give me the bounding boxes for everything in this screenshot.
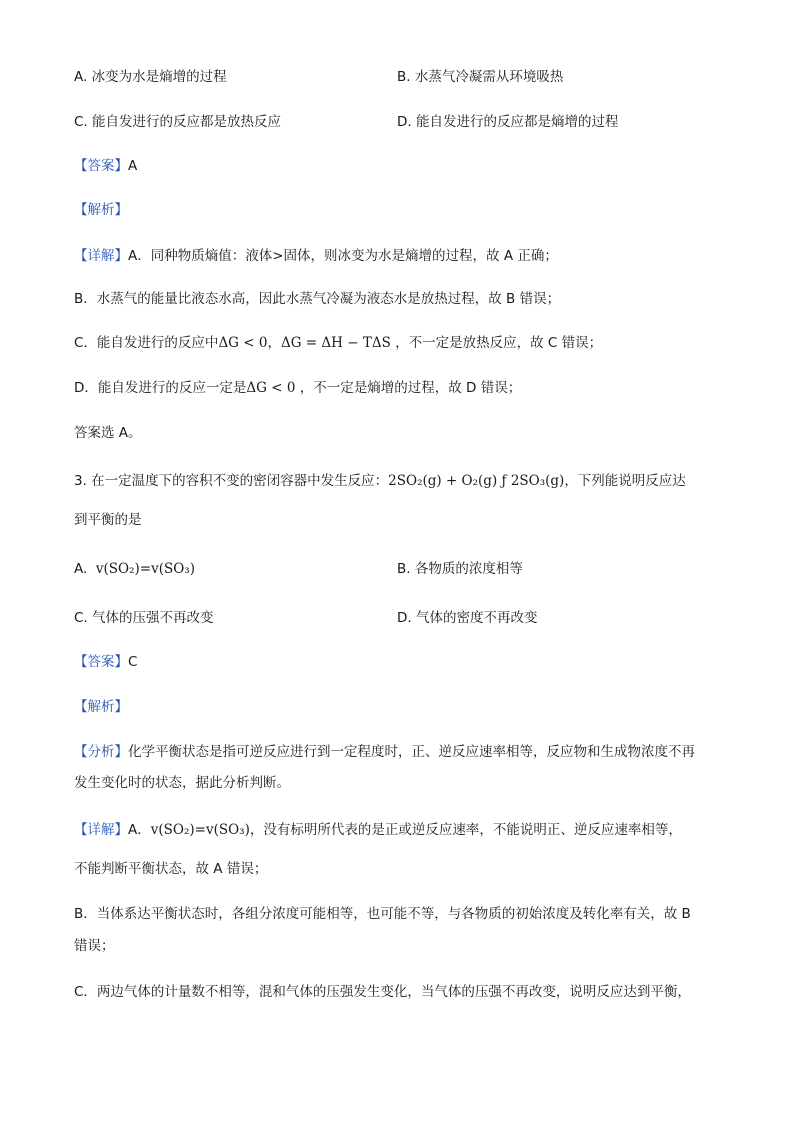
q3-option-b: B. 各物质的浓度相等 <box>397 561 523 577</box>
q3-option-a <box>74 559 195 579</box>
q3-option-c: C. 气体的压强不再改变 <box>74 610 214 626</box>
q2-detail-d <box>74 378 521 398</box>
q2-analysis-tag: 【解析】 <box>74 202 128 218</box>
option-label: A. <box>74 561 88 577</box>
q3-detail-b-line1: B．当体系达平衡状态时，各组分浓度可能相等，也可能不等，与各物质的初始浓度及转化率有关，故 B <box>74 906 691 922</box>
detail-c-suffix: ，不一定是放热反应，故 C 错误； <box>390 335 603 351</box>
detail-text: A．同种物质熵值：液体>固体，则冰变为水是熵增的过程，故 A 正确； <box>128 248 558 264</box>
q2-detail-b: B．水蒸气的能量比液态水高，因此水蒸气冷凝为液态水是放热过程，故 B 错误； <box>74 291 561 307</box>
q2-option-a: A. 冰变为水是熵增的过程 <box>74 69 227 85</box>
q2-detail-c <box>74 333 602 353</box>
detail-tag: 【详解】 <box>74 248 128 264</box>
detail-a-suffix: ，没有标明所代表的是正或逆反应速率，不能说明正、逆反应速率相等， <box>249 822 682 838</box>
answer-tag: 【答案】 <box>74 158 128 174</box>
q3-detail-c-line1: C．两边气体的计量数不相等，混和气体的压强发生变化，当气体的压强不再改变，说明反应达到平衡， <box>74 984 691 1000</box>
q3-stem-prefix: 3. 在一定温度下的容积不变的密闭容器中发生反应： <box>74 473 389 489</box>
q2-option-d: D. 能自发进行的反应都是熵增的过程 <box>397 114 619 130</box>
detail-d-prefix: D．能自发进行的反应一定是 <box>74 380 247 396</box>
formula-rate-equality: v(SO₂)=v(SO₃) <box>95 561 195 577</box>
detail-a-prefix: A． <box>128 822 151 838</box>
answer-tag: 【答案】 <box>74 654 128 670</box>
q2-conclusion: 答案选 A。 <box>74 425 142 441</box>
q3-detail-a <box>74 820 682 840</box>
equation-right: 2SO₃(g) <box>510 473 565 489</box>
detail-tag: 【详解】 <box>74 822 128 838</box>
q3-fenxi-line1 <box>74 742 695 762</box>
q3-detail-a-line2: 不能判断平衡状态，故 A 错误； <box>74 861 268 877</box>
detail-d-suffix: ，不一定是熵增的过程，故 D 错误； <box>295 380 522 396</box>
q3-analysis-tag: 【解析】 <box>74 699 128 715</box>
q2-detail-a <box>74 246 558 266</box>
formula-delta-g-negative: ΔG < 0 <box>246 380 296 396</box>
fenxi-text: 化学平衡状态是指可逆反应进行到一定程度时，正、逆反应速率相等，反应物和生成物浓度不再 <box>128 744 695 760</box>
answer-value: A <box>128 158 138 174</box>
formula-gibbs: ΔG = ΔH − TΔS <box>280 335 391 351</box>
fenxi-tag: 【分析】 <box>74 744 128 760</box>
separator: ， <box>267 335 281 351</box>
q3-answer <box>74 652 137 672</box>
q3-fenxi-line2: 发生变化时的状态，据此分析判断。 <box>74 775 290 791</box>
answer-value: C <box>128 654 138 670</box>
equation-left: 2SO₂(g) + O₂(g) <box>388 473 498 489</box>
equilibrium-arrow-icon: ƒ <box>501 473 507 489</box>
q3-detail-b-line2: 错误； <box>74 938 115 954</box>
q3-stem <box>74 471 686 491</box>
q3-stem-line2: 到平衡的是 <box>74 512 142 528</box>
q2-option-b: B. 水蒸气冷凝需从环境吸热 <box>397 69 564 85</box>
detail-c-prefix: C．能自发进行的反应中 <box>74 335 219 351</box>
formula-rate-equality: v(SO₂)=v(SO₃) <box>150 822 250 838</box>
q3-option-d: D. 气体的密度不再改变 <box>397 610 538 626</box>
formula-delta-g-negative: ΔG < 0 <box>218 335 268 351</box>
q2-answer <box>74 156 137 176</box>
q2-option-c: C. 能自发进行的反应都是放热反应 <box>74 114 282 130</box>
q3-stem-suffix: ，下列能说明反应达 <box>564 473 686 489</box>
